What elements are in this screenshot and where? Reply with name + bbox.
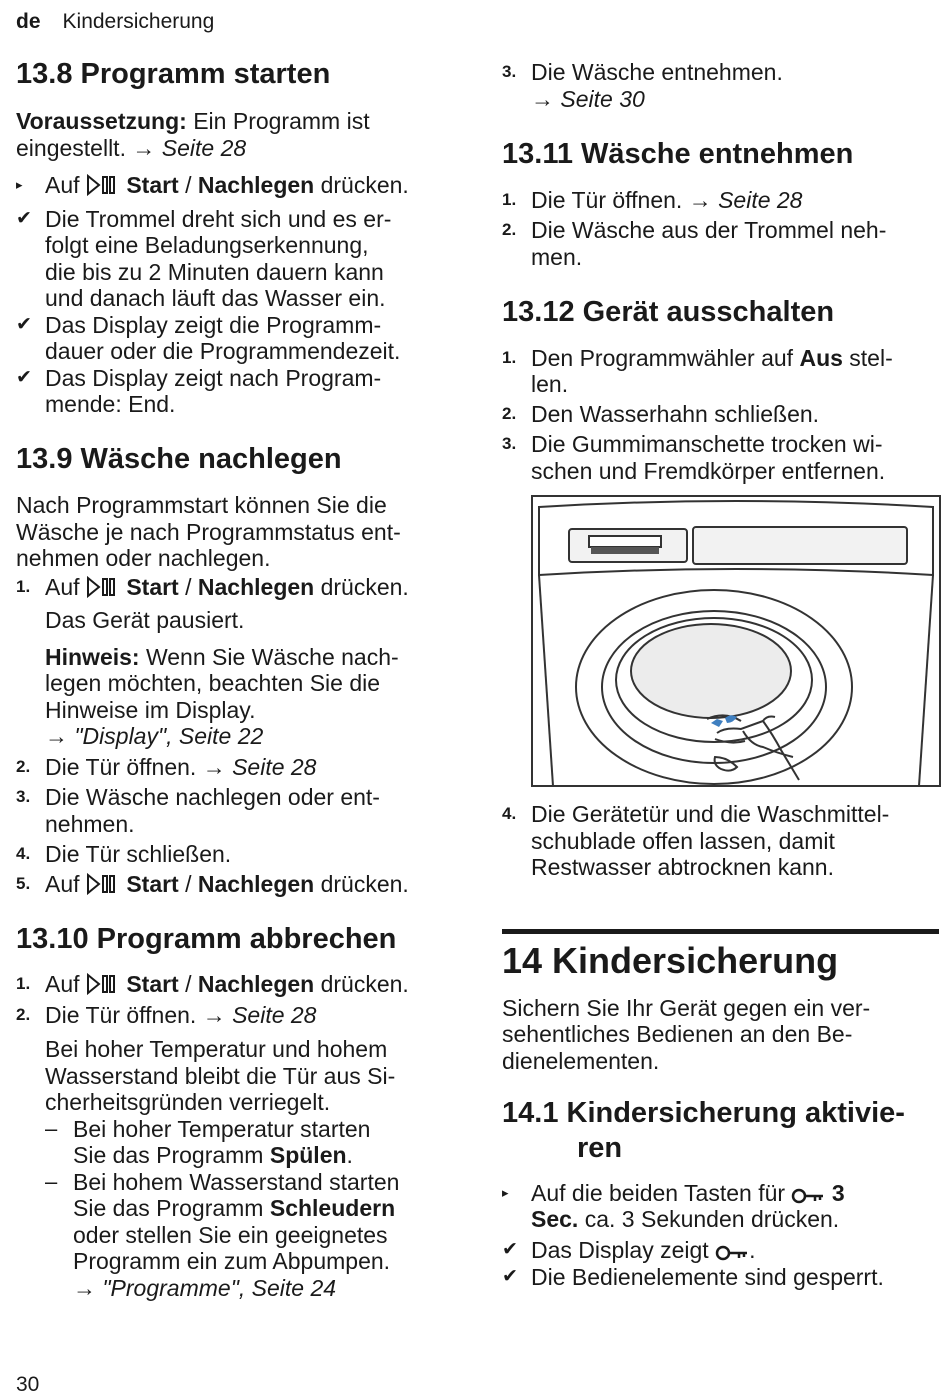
dash-2-l2 — [73, 1195, 395, 1222]
s14-intro-l3: dienelementen. — [502, 1048, 660, 1074]
s1311-step-1-text — [531, 187, 802, 214]
prereq-line-1 — [16, 108, 370, 135]
heading-13-9: 13.9 Wäsche nachlegen — [16, 443, 342, 475]
start-pause-icon — [86, 973, 120, 995]
abort-note-l1: Bei hoher Temperatur und hohem — [45, 1036, 388, 1062]
step-number: 5. — [16, 874, 31, 893]
header-title: Kindersicherung — [62, 10, 215, 33]
nachlegen-label: Nachlegen — [197, 871, 315, 897]
action-start-text — [45, 172, 409, 199]
hint-l3: Hinweise im Display. — [45, 697, 256, 723]
page-number: 30 — [16, 1373, 40, 1396]
step-number: 4. — [502, 804, 517, 823]
separator: / — [178, 574, 198, 600]
step-1-text — [45, 574, 409, 601]
heading-13-12: 13.12 Gerät ausschalten — [502, 296, 835, 328]
separator: / — [178, 971, 198, 997]
start-label: Start — [126, 971, 179, 997]
s1312-step-4-l1: Die Gerätetür und die Waschmittel- — [531, 801, 890, 827]
program-name: Spülen — [269, 1142, 347, 1168]
hint-text: Wenn Sie Wäsche nach- — [139, 644, 399, 670]
step-number: 2. — [502, 404, 517, 423]
hint-ref: → "Display", Seite 22 — [45, 723, 264, 749]
step-text: Den Programmwähler auf — [531, 345, 800, 371]
abort-step-1-text — [45, 971, 409, 998]
step-text: Auf — [45, 871, 86, 897]
washing-machine-illustration — [531, 495, 941, 787]
aus-label: Aus — [799, 345, 843, 371]
heading-13-11: 13.11 Wäsche entnehmen — [502, 138, 854, 170]
heading-14: 14 Kindersicherung — [502, 940, 839, 981]
result-2-l1: Das Display zeigt die Programm- — [45, 312, 382, 338]
punct: . — [749, 1237, 756, 1263]
start-label: Start — [126, 172, 179, 198]
separator: / — [178, 172, 198, 198]
dash-marker: – — [45, 1169, 58, 1194]
page-ref: → Seite 30 — [531, 86, 645, 112]
step-number: 3. — [502, 62, 517, 81]
prereq-text-2: eingestellt. — [16, 135, 133, 161]
dash-text: Sie das Programm — [73, 1142, 270, 1168]
step-text-end: drücken. — [314, 971, 409, 997]
step-number: 2. — [16, 757, 31, 776]
start-label: Start — [126, 871, 179, 897]
intro-l2: Wäsche je nach Programmstatus ent- — [16, 519, 401, 545]
s1311-step-2-l2: men. — [531, 244, 583, 270]
page-ref: → Seite 28 — [688, 187, 803, 213]
page-ref: → Seite 28 — [202, 1002, 317, 1028]
step-number: 3. — [502, 434, 517, 453]
heading-13-8: 13.8 Programm starten — [16, 58, 331, 90]
punct: . — [346, 1142, 353, 1168]
step-text-end: ca. 3 Sekunden drücken. — [578, 1206, 840, 1232]
result-1-l2: folgt eine Beladungserkennung, — [45, 232, 369, 258]
s14-intro-l1: Sichern Sie Ihr Gerät gegen ein ver- — [502, 995, 871, 1021]
bullet-marker: ▸ — [16, 177, 23, 192]
s1311-step-2-l1: Die Wäsche aus der Trommel neh- — [531, 217, 887, 243]
prereq-line-2 — [16, 135, 246, 162]
step-number: 3. — [16, 787, 31, 806]
abort-step-2-text — [45, 1002, 316, 1029]
start-pause-icon — [86, 174, 120, 196]
step-number: 2. — [16, 1005, 31, 1024]
s14-result-1-text — [531, 1237, 755, 1264]
step-text-end: drücken. — [314, 574, 409, 600]
chapter-rule — [502, 929, 939, 934]
s14-intro-l2: sehentliches Bedienen an den Be- — [502, 1021, 853, 1047]
step-number: 1. — [16, 974, 31, 993]
dash-marker: – — [45, 1116, 58, 1141]
step-text: Die Tür öffnen. — [531, 187, 689, 213]
dash-2-l3: oder stellen Sie ein geeignetes — [73, 1222, 388, 1248]
dash-1-l2 — [73, 1142, 353, 1169]
separator: / — [178, 871, 198, 897]
dash-2-ref: → "Programme", Seite 24 — [73, 1275, 337, 1301]
step-text: Die Tür öffnen. — [45, 1002, 203, 1028]
start-pause-icon — [86, 873, 120, 895]
step-text: Auf — [45, 971, 86, 997]
heading-14-1-l2: ren — [577, 1132, 623, 1164]
program-name: Schleudern — [269, 1195, 396, 1221]
key-icon — [791, 1188, 825, 1204]
s1312-step-1-l1 — [531, 345, 893, 372]
s1312-step-2-text: Den Wasserhahn schließen. — [531, 401, 820, 427]
step-text: Die Tür öffnen. — [45, 754, 203, 780]
check-marker: ✔ — [16, 314, 32, 335]
check-marker: ✔ — [502, 1266, 518, 1287]
check-marker: ✔ — [502, 1239, 518, 1260]
s14-action-l2 — [531, 1206, 839, 1233]
step-number: 4. — [16, 844, 31, 863]
hint-l2: legen möchten, beachten Sie die — [45, 670, 381, 696]
step-number: 1. — [502, 348, 517, 367]
step-4-text: Die Tür schließen. — [45, 841, 232, 867]
intro-l1: Nach Programmstart können Sie die — [16, 492, 387, 518]
result-2-l2: dauer oder die Programmendezeit. — [45, 338, 401, 364]
result-text: Das Display zeigt — [531, 1237, 716, 1263]
language-code: de — [16, 10, 41, 33]
bullet-marker: ▸ — [502, 1185, 509, 1200]
result-1-l1: Die Trommel dreht sich und es er- — [45, 206, 392, 232]
page-ref: → Seite 28 — [202, 754, 317, 780]
step-5-text — [45, 871, 409, 898]
step-2-text — [45, 754, 316, 781]
hint-l1 — [45, 644, 399, 671]
page-ref: → Seite 28 — [132, 135, 247, 161]
three-sec-label: 3 — [831, 1180, 845, 1206]
step-number: 1. — [502, 190, 517, 209]
prereq-text: Ein Programm ist — [186, 108, 370, 134]
abort-note-l2: Wasserstand bleibt die Tür aus Si- — [45, 1063, 396, 1089]
s1312-step-3-l2: schen und Fremdkörper entfernen. — [531, 458, 886, 484]
heading-14-1-l1: 14.1 Kindersicherung aktivie- — [502, 1097, 905, 1129]
intro-l3: nehmen oder nachlegen. — [16, 545, 271, 571]
s1312-step-3-l1: Die Gummimanschette trocken wi- — [531, 431, 883, 457]
start-pause-icon — [86, 576, 120, 598]
paused-text: Das Gerät pausiert. — [45, 607, 245, 633]
result-3-l1: Das Display zeigt nach Program- — [45, 365, 382, 391]
dash-2-l1: Bei hohem Wasserstand starten — [73, 1169, 400, 1195]
nachlegen-label: Nachlegen — [197, 971, 315, 997]
prereq-label: Voraussetzung: — [16, 108, 187, 134]
step-text: Auf — [45, 172, 86, 198]
step-text: Auf — [45, 574, 86, 600]
nachlegen-label: Nachlegen — [197, 172, 315, 198]
check-marker: ✔ — [16, 367, 32, 388]
s1312-step-4-l3: Restwasser abtrocknen kann. — [531, 854, 834, 880]
step-text-end: drücken. — [314, 172, 409, 198]
nachlegen-label: Nachlegen — [197, 574, 315, 600]
key-icon — [715, 1245, 749, 1261]
abort-note-l3: cherheitsgründen verriegelt. — [45, 1089, 331, 1115]
step-number: 2. — [502, 220, 517, 239]
s1312-step-1-l2: len. — [531, 371, 569, 397]
heading-13-10: 13.10 Programm abbrechen — [16, 923, 397, 955]
dash-2-l4: Programm ein zum Abpumpen. — [73, 1248, 391, 1274]
step-3-l1: Die Wäsche nachlegen oder ent- — [45, 784, 380, 810]
dash-text: Sie das Programm — [73, 1195, 270, 1221]
result-3-l2: mende: End. — [45, 391, 176, 417]
sec-label: Sec. — [531, 1206, 579, 1232]
step-text-end: drücken. — [314, 871, 409, 897]
check-marker: ✔ — [16, 208, 32, 229]
s1312-step-4-l2: schublade offen lassen, damit — [531, 828, 835, 854]
hint-label: Hinweis: — [45, 644, 140, 670]
start-label: Start — [126, 574, 179, 600]
step-3-l2: nehmen. — [45, 811, 135, 837]
s14-result-2-text: Die Bedienelemente sind gesperrt. — [531, 1264, 884, 1290]
dash-1-l1: Bei hoher Temperatur starten — [73, 1116, 371, 1142]
s14-action-l1 — [531, 1180, 845, 1207]
remove-step-3-text: Die Wäsche entnehmen. — [531, 59, 783, 85]
page-header — [16, 10, 214, 34]
step-text: Auf die beiden Tasten für — [531, 1180, 792, 1206]
step-number: 1. — [16, 577, 31, 596]
step-text-end: stel- — [842, 345, 893, 371]
result-1-l4: und danach läuft das Wasser ein. — [45, 285, 386, 311]
result-1-l3: die bis zu 2 Minuten dauern kann — [45, 259, 384, 285]
